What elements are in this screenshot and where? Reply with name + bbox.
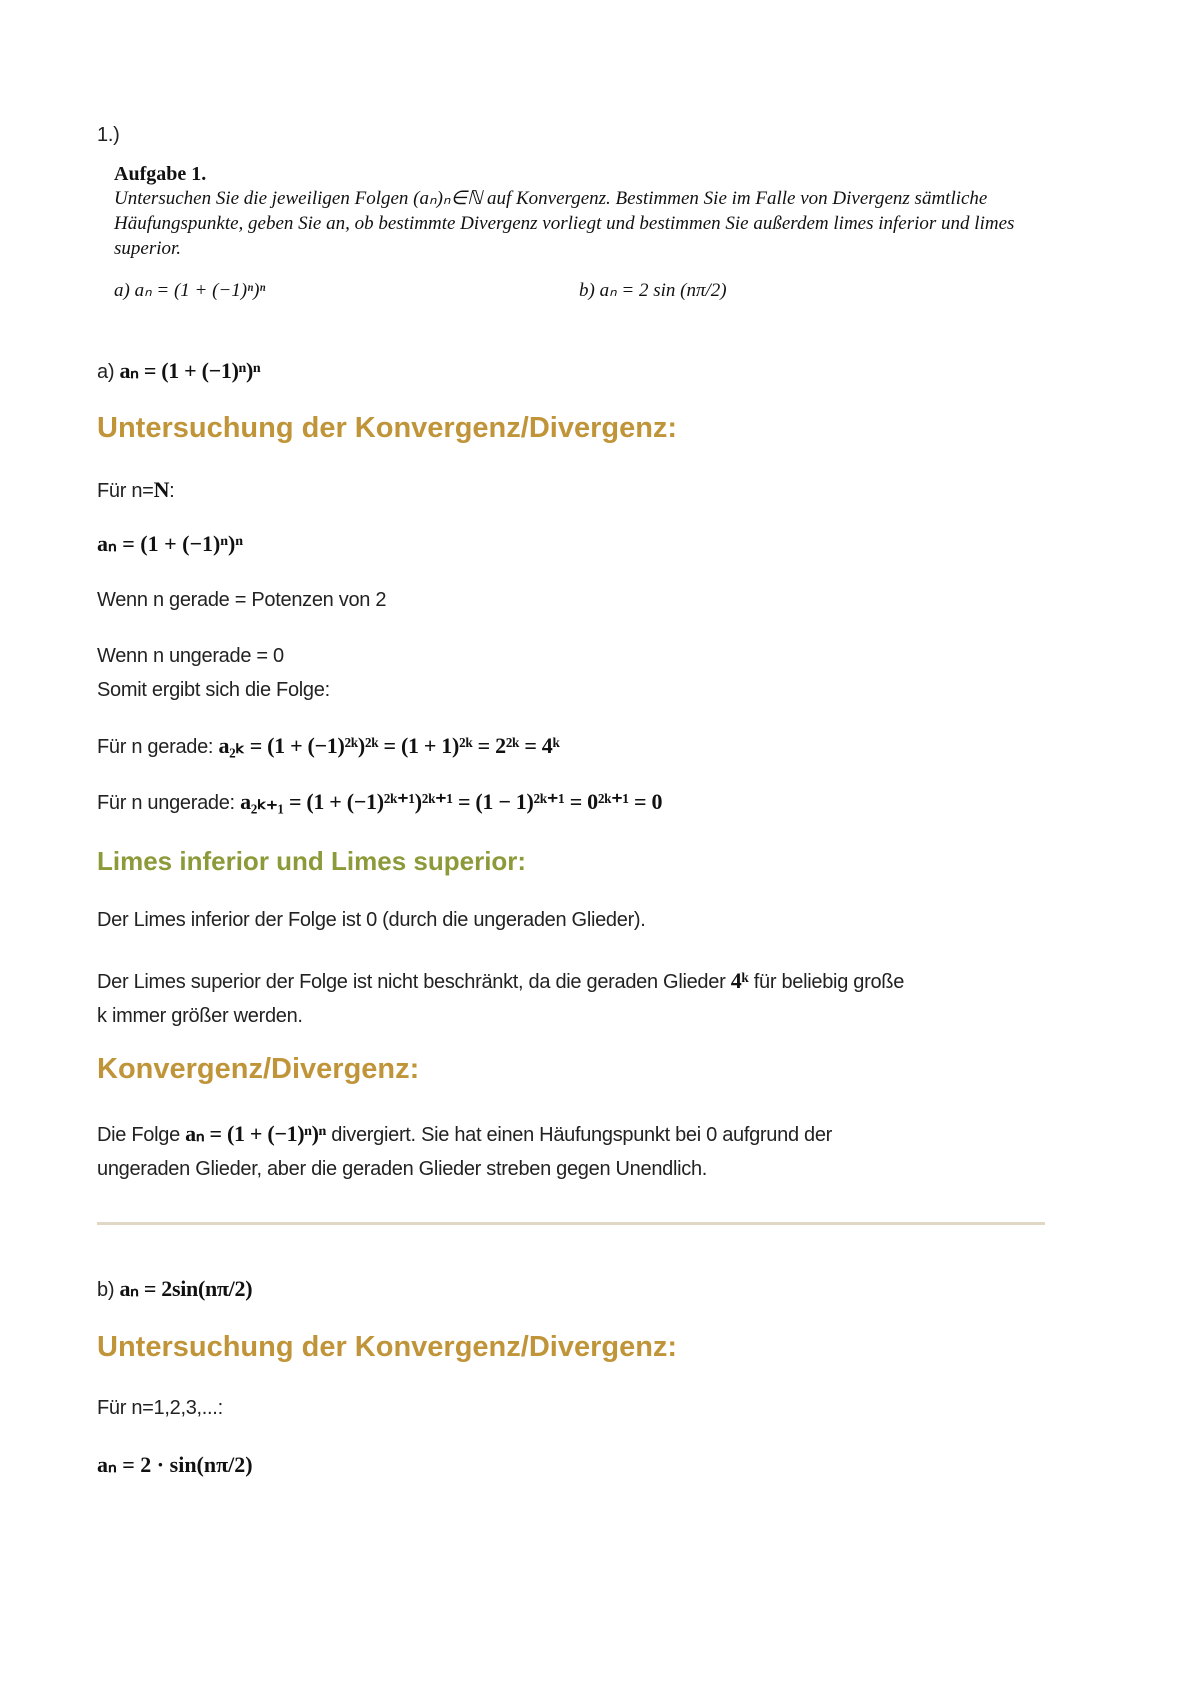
task-text: Untersuchen Sie die jeweiligen Folgen (aₙ)ₙ∈ℕ auf Konvergenz. Bestimmen Sie im Falle von Divergenz sämtliche Häufungspunkte, geben Sie an, ob bestimmte Divergenz vorliegt und bestimmen Sie außerdem limes inferior und limes superior. xyxy=(114,188,1015,259)
heading-untersuchung-b: Untersuchung der Konvergenz/Divergenz: xyxy=(97,1331,678,1363)
conclusion-part1: Die Folge xyxy=(97,1124,186,1146)
part-b-title xyxy=(97,1276,252,1302)
result-line: Somit ergibt sich die Folge: xyxy=(97,679,330,701)
odd-line: Wenn n ungerade = 0 xyxy=(97,645,284,667)
limsup-part2: für beliebig große xyxy=(748,971,905,993)
task-parts xyxy=(114,279,1044,319)
limsup-part3: k immer größer werden. xyxy=(97,1005,303,1027)
even-line: Wenn n gerade = Potenzen von 2 xyxy=(97,589,387,611)
conclusion-part2: divergiert. Sie hat einen Häufungspunkt bei 0 aufgrund der xyxy=(326,1124,833,1146)
limsup-text xyxy=(97,964,1047,1033)
conclusion-formula: aₙ = (1 + (−1)ⁿ)ⁿ xyxy=(185,1121,327,1146)
fuer-n-line xyxy=(97,477,174,503)
odd-formula: a₂ₖ₊₁ = (1 + (−1)²ᵏ⁺¹)²ᵏ⁺¹ = (1 − 1)²ᵏ⁺¹ = 0²ᵏ⁺¹ = 0 xyxy=(240,789,663,814)
limsup-formula: 4ᵏ xyxy=(730,968,749,993)
part-b-formula: aₙ = 2sin(nπ/2) xyxy=(119,1276,253,1301)
conclusion-text xyxy=(97,1117,1047,1186)
natural-numbers-symbol: N xyxy=(153,477,170,502)
odd-prefix: Für n ungerade: xyxy=(97,792,241,814)
even-formula: a₂ₖ = (1 + (−1)²ᵏ)²ᵏ = (1 + 1)²ᵏ = 2²ᵏ = 4ᵏ xyxy=(218,733,560,758)
part-b-label: b) xyxy=(97,1279,115,1301)
even-formula-line xyxy=(97,733,560,759)
conclusion-part3: ungeraden Glieder, aber die geraden Glieder streben gegen Unendlich. xyxy=(97,1158,708,1180)
limsup-part1: Der Limes superior der Folge ist nicht beschränkt, da die geraden Glieder xyxy=(97,971,731,993)
task-box xyxy=(114,163,1044,319)
part-a-formula: aₙ = (1 + (−1)ⁿ)ⁿ xyxy=(119,358,261,383)
formula-b: aₙ = 2 · sin(nπ/2) xyxy=(97,1452,253,1477)
section-divider xyxy=(97,1222,1045,1225)
liminf-text: Der Limes inferior der Folge ist 0 (durch die ungeraden Glieder). xyxy=(97,909,646,931)
even-prefix: Für n gerade: xyxy=(97,736,219,758)
formula-an: aₙ = (1 + (−1)ⁿ)ⁿ xyxy=(97,531,243,556)
fuer-n-prefix: Für n= xyxy=(97,480,154,502)
section-number: 1.) xyxy=(97,124,120,146)
heading-limes: Limes inferior und Limes superior: xyxy=(97,846,527,876)
heading-konvergenz: Konvergenz/Divergenz: xyxy=(97,1053,420,1085)
part-a-title xyxy=(97,358,260,384)
part-a-label: a) xyxy=(97,361,115,383)
odd-formula-line xyxy=(97,789,662,815)
heading-untersuchung-a: Untersuchung der Konvergenz/Divergenz: xyxy=(97,412,678,444)
task-part-a: a) aₙ = (1 + (−1)ⁿ)ⁿ xyxy=(114,280,266,301)
fuer-n-b-line: Für n=1,2,3,...: xyxy=(97,1397,223,1419)
task-part-b: b) aₙ = 2 sin (nπ/2) xyxy=(579,280,727,301)
fuer-n-suffix: : xyxy=(169,480,175,502)
task-title: Aufgabe 1. xyxy=(114,163,207,185)
